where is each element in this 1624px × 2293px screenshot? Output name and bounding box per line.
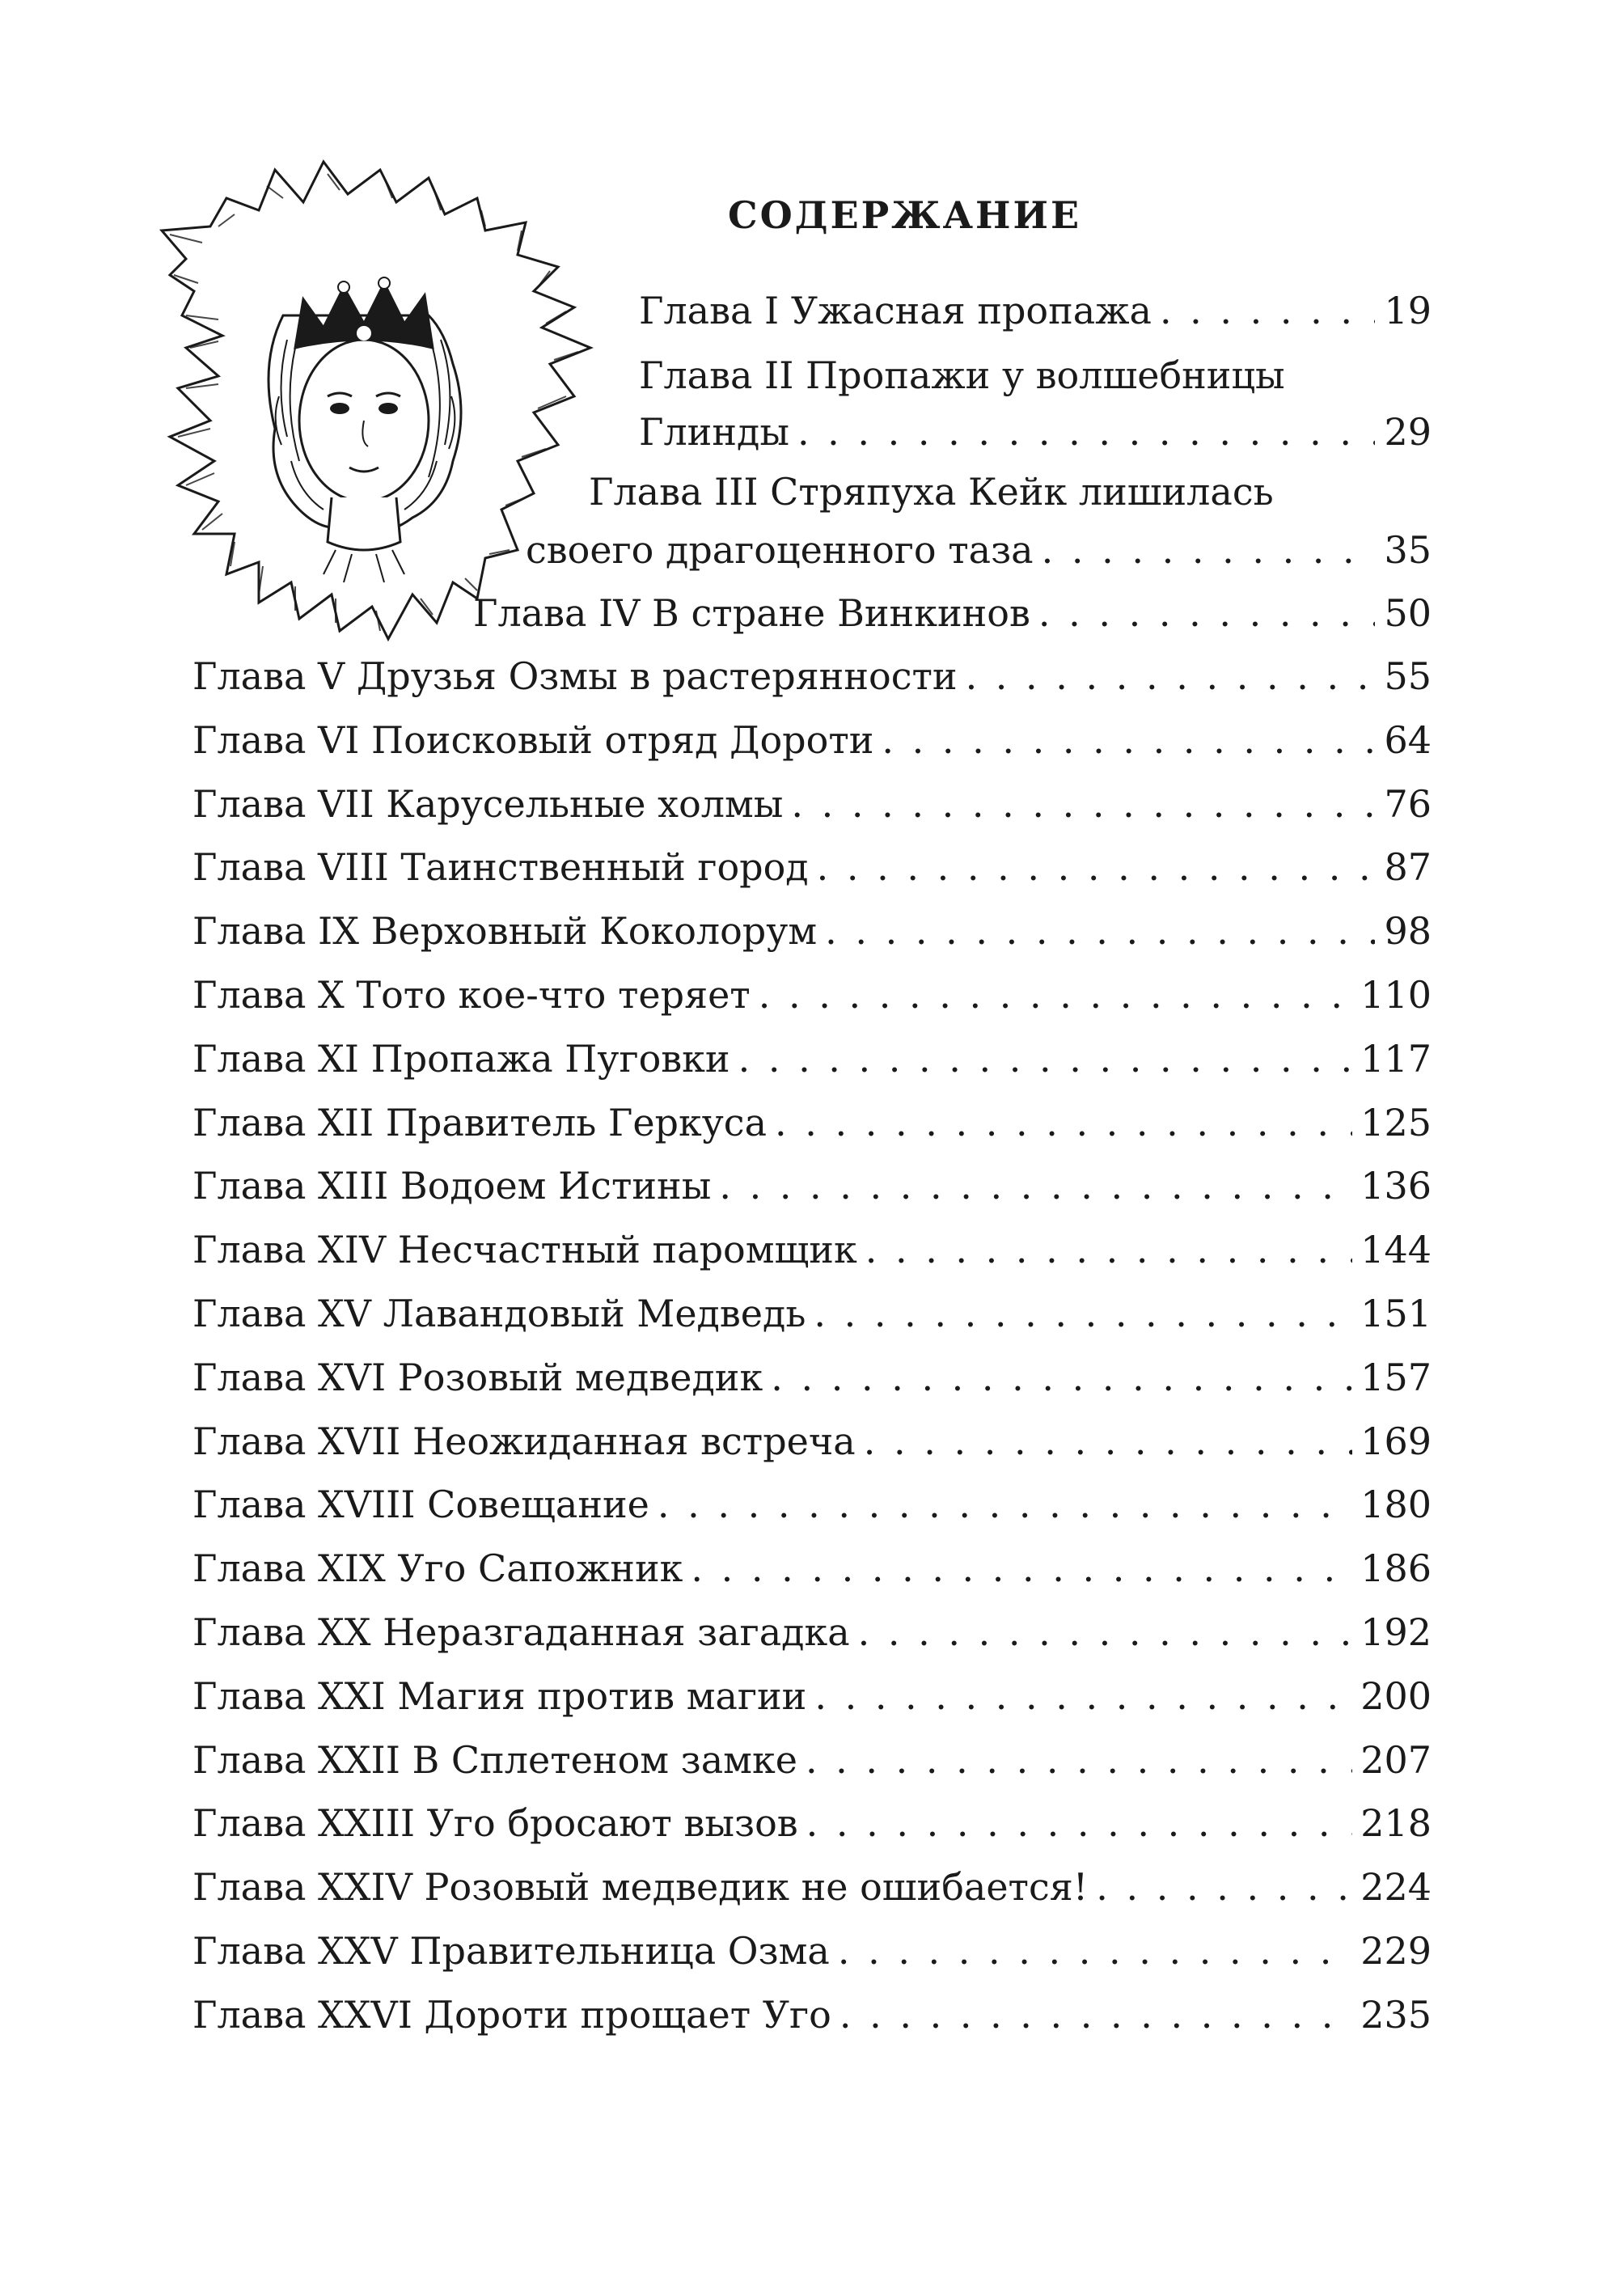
toc-leader-dots <box>1160 288 1375 333</box>
toc-page-number: 157 <box>1360 1355 1432 1399</box>
toc-entry[interactable] <box>192 844 1432 890</box>
toc-leader-dots <box>825 908 1375 954</box>
toc-entry-title: Глава IV В стране Винкинов <box>473 591 1030 635</box>
toc-entry-title: Глава XVII Неожиданная встреча <box>192 1419 856 1463</box>
toc-entry-title: Глава XIX Уго Сапожник <box>192 1546 683 1591</box>
toc-entry[interactable] <box>192 1610 1432 1655</box>
toc-entry-title: Глава XI Пропажа Пуговки <box>192 1036 730 1081</box>
toc-entry-title: Глава XXII В Сплетеном замке <box>192 1737 797 1782</box>
crowned-girl-illustration <box>137 154 623 647</box>
toc-entry-title: Глава XXVI Дороти прощает Уго <box>192 1992 831 2037</box>
toc-entry[interactable] <box>639 353 1285 398</box>
toc-entry-title: своего драгоценного таза <box>526 528 1034 572</box>
toc-leader-dots <box>691 1546 1352 1591</box>
toc-entry[interactable] <box>192 1928 1432 1974</box>
toc-leader-dots <box>806 1800 1353 1846</box>
toc-entry[interactable] <box>639 409 1432 455</box>
toc-page-number: 125 <box>1360 1100 1432 1144</box>
toc-leader-dots <box>817 844 1375 890</box>
toc-page-number: 186 <box>1360 1546 1432 1591</box>
toc-entry[interactable] <box>192 717 1432 763</box>
toc-entry-title: Глава XX Неразгаданная загадка <box>192 1610 850 1654</box>
toc-entry-title: Глава XVIII Совещание <box>192 1483 649 1527</box>
toc-page-number: 169 <box>1360 1419 1432 1463</box>
toc-leader-dots <box>882 717 1375 763</box>
toc-page-number: 110 <box>1360 973 1432 1017</box>
toc-entry-title: Глава XIV Несчастный паромщик <box>192 1228 857 1272</box>
toc-entry-title: Глава XV Лавандовый Медведь <box>192 1292 806 1335</box>
toc-entry[interactable] <box>192 1419 1432 1464</box>
toc-page-number: 224 <box>1360 1865 1432 1910</box>
toc-entry[interactable] <box>192 1227 1432 1272</box>
toc-page-number: 180 <box>1360 1483 1432 1527</box>
toc-page-number: 207 <box>1360 1737 1432 1782</box>
toc-page-number: 64 <box>1384 717 1432 762</box>
toc-entry-title: Глава XVI Розовый медведик <box>192 1355 763 1399</box>
toc-entry[interactable] <box>192 1355 1432 1400</box>
toc-entry[interactable] <box>192 654 1432 699</box>
toc-page-number: 76 <box>1384 781 1432 826</box>
toc-entry[interactable] <box>192 1992 1432 2037</box>
toc-title: СОДЕРЖАНИЕ <box>728 193 1082 237</box>
toc-entry-title: Глава I Ужасная пропажа <box>639 289 1152 332</box>
toc-entry[interactable] <box>192 781 1432 827</box>
toc-leader-dots <box>858 1610 1353 1655</box>
toc-page-number: 144 <box>1360 1228 1432 1272</box>
toc-entry-title: Глава XXIII Уго бросают вызов <box>192 1801 798 1846</box>
toc-leader-dots <box>865 1227 1352 1272</box>
toc-page-number: 235 <box>1360 1992 1432 2037</box>
toc-entry[interactable] <box>192 1673 1432 1719</box>
toc-entry-title: Глава III Стряпуха Кейк лишилась <box>589 470 1274 514</box>
toc-leader-dots <box>864 1419 1352 1464</box>
toc-leader-dots <box>839 1992 1352 2037</box>
toc-entry-title: Глава II Пропажи у волшебницы <box>639 353 1285 397</box>
toc-entry-title: Глава VI Поисковый отряд Дороти <box>192 717 874 762</box>
toc-entry-title: Глава XXIV Розовый медведик не ошибается! <box>192 1865 1089 1910</box>
toc-entry-title: Глинды <box>639 410 789 454</box>
toc-entry[interactable] <box>192 1546 1432 1591</box>
toc-page-number: 229 <box>1360 1929 1432 1973</box>
toc-entry-title: Глава VIII Таинственный город <box>192 845 809 890</box>
toc-page-number: 200 <box>1360 1673 1432 1718</box>
toc-leader-dots <box>1096 1864 1352 1910</box>
toc-leader-dots <box>738 1036 1353 1081</box>
toc-entry[interactable] <box>192 1163 1432 1208</box>
toc-leader-dots <box>759 972 1352 1017</box>
toc-entry-title: Глава X Тото кое-что теряет <box>192 973 751 1017</box>
toc-entry-title: Глава XIII Водоем Истины <box>192 1164 712 1208</box>
toc-leader-dots <box>658 1482 1352 1527</box>
toc-entry[interactable] <box>192 1036 1432 1081</box>
toc-leader-dots <box>775 1100 1352 1145</box>
toc-entry[interactable] <box>192 1800 1432 1846</box>
toc-entry[interactable] <box>192 908 1432 954</box>
toc-leader-dots <box>1038 590 1375 636</box>
toc-leader-dots <box>966 654 1375 699</box>
toc-page-number: 117 <box>1360 1036 1432 1081</box>
toc-page-number: 192 <box>1360 1610 1432 1654</box>
toc-entry[interactable] <box>639 288 1432 333</box>
toc-entry-title: Глава XXV Правительница Озма <box>192 1929 830 1973</box>
toc-entry[interactable] <box>192 1737 1432 1783</box>
toc-entry[interactable] <box>192 1291 1432 1336</box>
toc-leader-dots <box>719 1163 1352 1208</box>
toc-entry[interactable] <box>192 1482 1432 1527</box>
toc-entry-title: Глава XXI Магия против магии <box>192 1673 807 1718</box>
toc-entry-title: Глава V Друзья Озмы в растерянности <box>192 654 958 698</box>
toc-leader-dots <box>791 781 1375 827</box>
toc-entry-title: Глава IX Верховный Коколорум <box>192 909 818 954</box>
toc-page-number: 29 <box>1384 410 1432 454</box>
toc-leader-dots <box>797 409 1375 455</box>
toc-page-number: 151 <box>1360 1292 1432 1335</box>
toc-entry[interactable] <box>192 1864 1432 1910</box>
toc-page-number: 50 <box>1384 591 1432 635</box>
toc-entry[interactable] <box>192 1100 1432 1145</box>
toc-page-number: 87 <box>1384 845 1432 890</box>
toc-entry[interactable] <box>192 972 1432 1017</box>
toc-entry[interactable] <box>589 469 1274 514</box>
toc-leader-dots <box>1042 527 1375 573</box>
toc-leader-dots <box>814 1673 1352 1719</box>
toc-entry[interactable] <box>526 527 1432 573</box>
toc-leader-dots <box>806 1737 1352 1783</box>
toc-page-number: 55 <box>1384 654 1432 698</box>
toc-page-number: 98 <box>1384 909 1432 954</box>
toc-page-number: 35 <box>1384 528 1432 572</box>
toc-leader-dots <box>771 1355 1352 1400</box>
toc-entry-title: Глава VII Карусельные холмы <box>192 781 784 826</box>
toc-entry[interactable] <box>473 590 1432 636</box>
toc-entry-title: Глава XII Правитель Геркуса <box>192 1100 767 1144</box>
toc-leader-dots <box>814 1291 1352 1336</box>
toc-leader-dots <box>838 1928 1352 1974</box>
toc-page-number: 136 <box>1360 1164 1432 1208</box>
toc-page-number: 19 <box>1384 289 1432 332</box>
toc-page-number: 218 <box>1360 1801 1432 1846</box>
